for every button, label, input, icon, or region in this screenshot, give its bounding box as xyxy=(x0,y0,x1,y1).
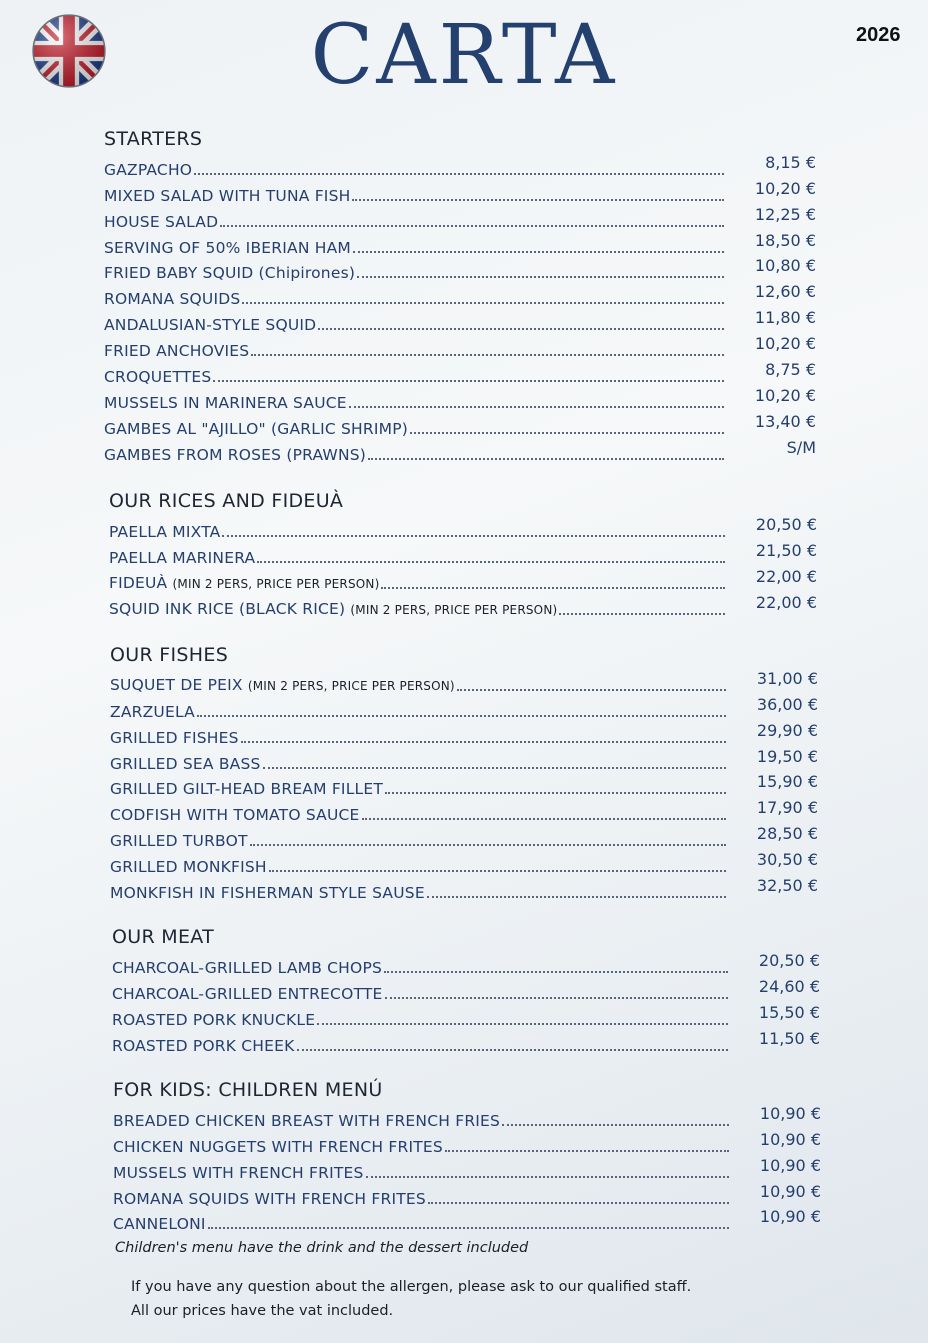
menu-item-price: 10,20 € xyxy=(754,385,816,405)
dot-leader xyxy=(318,328,724,330)
item-name-text: ROMANA SQUIDS xyxy=(104,290,241,309)
menu-item-price: 18,50 € xyxy=(754,230,816,250)
menu-item-name xyxy=(112,1036,295,1056)
menu-item-name xyxy=(113,1189,426,1209)
menu-item xyxy=(109,566,817,594)
menu-item-price: 15,50 € xyxy=(758,1002,820,1022)
dot-leader xyxy=(242,302,724,304)
menu-item-name xyxy=(113,1163,364,1183)
item-name-text: PAELLA MARINERA xyxy=(109,548,256,567)
dot-leader xyxy=(222,535,725,537)
menu-item-price: 15,90 € xyxy=(756,772,818,792)
menu-item-name xyxy=(110,857,267,877)
menu-item-name xyxy=(104,341,249,361)
menu-item xyxy=(112,1002,820,1030)
dot-leader xyxy=(349,406,724,408)
item-name-text: CHICKEN NUGGETS WITH FRENCH FRITES xyxy=(113,1137,443,1156)
section-starters xyxy=(104,126,816,465)
item-name-text: SQUID INK RICE (BLACK RICE) xyxy=(109,599,346,618)
item-name-text: GRILLED SEA BASS xyxy=(110,754,261,773)
menu-item-name xyxy=(113,1111,500,1131)
menu-item-price: 11,80 € xyxy=(754,308,816,328)
item-name-text: MUSSELS WITH FRENCH FRITES xyxy=(113,1163,364,1182)
item-name-text: GAZPACHO xyxy=(104,160,193,179)
menu-item-price: S/M xyxy=(786,437,816,457)
menu-item-name xyxy=(104,212,218,232)
item-name-text: CHARCOAL-GRILLED ENTRECOTTE xyxy=(112,984,383,1003)
menu-item-name xyxy=(110,805,360,825)
menu-item-name xyxy=(104,367,211,387)
item-name-text: CANNELONI xyxy=(113,1215,206,1234)
menu-item-price: 22,00 € xyxy=(755,566,817,586)
item-name-text: ROASTED PORK KNUCKLE xyxy=(112,1010,316,1029)
vat-note: All our prices have the vat included. xyxy=(131,1303,394,1319)
section-kids xyxy=(113,1077,821,1257)
menu-item xyxy=(110,798,818,825)
menu-item-name xyxy=(112,1010,315,1030)
kids-menu-note: Children's menu have the drink and the dessert included xyxy=(115,1240,529,1257)
menu-item-price: 31,00 € xyxy=(756,668,818,688)
dot-leader xyxy=(213,380,724,382)
item-name-text: MONKFISH IN FISHERMAN STYLE SAUSE xyxy=(110,884,425,903)
menu-item-price: 22,00 € xyxy=(755,592,817,612)
item-name-text: ZARZUELA xyxy=(110,702,195,721)
menu-title: CARTA xyxy=(310,8,618,103)
dot-leader xyxy=(457,689,726,691)
item-name-text: HOUSE SALAD xyxy=(104,212,219,231)
item-name-text: MIXED SALAD WITH TUNA FISH xyxy=(104,186,351,205)
item-name-text: SERVING OF 50% IBERIAN HAM xyxy=(104,238,351,257)
dot-leader xyxy=(220,225,724,227)
item-name-text: GRILLED TURBOT xyxy=(110,832,248,851)
item-name-text: GAMBES FROM ROSES (PRAWNS) xyxy=(104,445,367,464)
menu-item-price: 10,90 € xyxy=(759,1103,821,1123)
dot-leader xyxy=(502,1124,729,1126)
menu-item-name xyxy=(109,573,379,594)
menu-item-price: 8,15 € xyxy=(765,152,816,172)
menu-item-name xyxy=(110,779,383,799)
section-meat xyxy=(112,924,820,1056)
dot-leader xyxy=(559,613,725,615)
menu-item xyxy=(104,178,816,206)
menu-item-price: 10,90 € xyxy=(759,1155,821,1175)
allergen-note: If you have any question about the allergen, please ask to our qualified staff. xyxy=(131,1279,692,1295)
menu-item xyxy=(109,592,817,620)
menu-item-name xyxy=(104,315,316,335)
item-note: (MIN 2 PERS, PRICE PER PERSON) xyxy=(247,678,455,693)
item-name-text: PAELLA MIXTA xyxy=(109,522,221,541)
menu-item-price: 32,50 € xyxy=(756,876,818,896)
menu-item xyxy=(110,876,818,903)
menu-item-price: 19,50 € xyxy=(756,746,818,766)
dot-leader xyxy=(194,173,724,175)
menu-item-price: 17,90 € xyxy=(756,798,818,818)
menu-item-name xyxy=(104,160,192,180)
section-title: STARTERS xyxy=(104,128,203,150)
menu-item xyxy=(109,514,817,542)
menu-item xyxy=(104,385,816,413)
dot-leader xyxy=(357,276,724,278)
section-title: OUR MEAT xyxy=(112,926,215,948)
item-name-text: GAMBES AL "AJILLO" (GARLIC SHRIMP) xyxy=(104,419,408,438)
item-name-text: CROQUETTES xyxy=(104,368,212,387)
section-fishes xyxy=(110,642,818,903)
item-name-text: ROMANA SQUIDS WITH FRENCH FRITES xyxy=(113,1189,426,1208)
dot-leader xyxy=(353,251,724,253)
menu-item-name xyxy=(110,702,195,722)
menu-item xyxy=(110,720,818,748)
menu-item-name xyxy=(110,728,239,748)
menu-item xyxy=(104,282,816,309)
menu-item-price: 24,60 € xyxy=(758,976,820,996)
menu-item-name xyxy=(110,754,261,774)
menu-item-name xyxy=(104,238,351,258)
menu-item xyxy=(110,694,818,722)
menu-item-price: 10,90 € xyxy=(759,1181,821,1201)
dot-leader xyxy=(208,1227,729,1229)
menu-item-name xyxy=(112,958,382,978)
menu-item-name xyxy=(104,289,240,309)
menu-item xyxy=(110,824,818,851)
menu-item xyxy=(104,204,816,232)
menu-item xyxy=(112,1028,820,1056)
menu-item-name xyxy=(113,1137,443,1157)
dot-leader xyxy=(197,715,726,717)
menu-item-name xyxy=(109,599,557,620)
item-name-text: ROASTED PORK CHEEK xyxy=(112,1036,295,1055)
item-name-text: FIDEUÀ xyxy=(109,573,168,592)
menu-item-name xyxy=(110,831,248,851)
menu-item-name xyxy=(113,1214,206,1234)
dot-leader xyxy=(410,432,724,434)
menu-item xyxy=(104,334,816,361)
item-name-text: BREADED CHICKEN BREAST WITH FRENCH FRIES xyxy=(113,1111,501,1130)
item-name-text: FRIED ANCHOVIES xyxy=(104,342,250,361)
footer-notes xyxy=(131,1275,691,1323)
menu-item xyxy=(110,668,818,696)
menu-item-price: 12,60 € xyxy=(754,282,816,302)
menu-item xyxy=(113,1207,821,1235)
menu-item xyxy=(110,772,818,800)
menu-item xyxy=(110,746,818,774)
dot-leader xyxy=(368,458,724,460)
menu-item xyxy=(113,1129,821,1157)
menu-item xyxy=(109,540,817,568)
menu-item-price: 10,90 € xyxy=(759,1129,821,1149)
item-name-text: GRILLED MONKFISH xyxy=(110,858,267,877)
section-rices xyxy=(109,488,817,620)
menu-item-name xyxy=(104,419,408,439)
menu-item xyxy=(104,411,816,439)
dot-leader xyxy=(366,1176,729,1178)
dot-leader xyxy=(250,844,726,846)
dot-leader xyxy=(257,561,725,563)
item-name-text: CODFISH WITH TOMATO SAUCE xyxy=(110,806,360,825)
menu-item-price: 8,75 € xyxy=(765,360,816,380)
menu-item-name xyxy=(104,186,350,206)
menu-item-name xyxy=(109,522,220,542)
menu-item-name xyxy=(110,883,425,903)
dot-leader xyxy=(241,741,726,743)
dot-leader xyxy=(385,792,726,794)
dot-leader xyxy=(263,767,726,769)
item-note: (MIN 2 PERS, PRICE PER PERSON) xyxy=(350,602,558,617)
menu-item-price: 10,90 € xyxy=(759,1207,821,1227)
item-name-text: SUQUET DE PEIX xyxy=(110,675,243,694)
menu-item-name xyxy=(110,675,455,696)
menu-item xyxy=(104,360,816,387)
menu-item-name xyxy=(112,984,383,1004)
menu-item-price: 36,00 € xyxy=(756,694,818,714)
item-name-text: FRIED BABY SQUID (Chipirones) xyxy=(104,264,356,283)
menu-item xyxy=(104,437,816,465)
menu-item xyxy=(112,950,820,978)
menu-item-price: 10,20 € xyxy=(754,334,816,354)
section-title: FOR KIDS: CHILDREN MENÚ xyxy=(113,1079,383,1101)
menu-item xyxy=(113,1155,821,1183)
dot-leader xyxy=(427,896,726,898)
menu-item-price: 20,50 € xyxy=(755,514,817,534)
menu-item-name xyxy=(104,263,355,283)
menu-item-price: 10,80 € xyxy=(754,256,816,276)
menu-item-price: 21,50 € xyxy=(755,540,817,560)
item-name-text: ANDALUSIAN-STYLE SQUID xyxy=(104,316,317,335)
menu-item-name xyxy=(104,393,347,413)
menu-item xyxy=(104,256,816,284)
menu-item-price: 29,90 € xyxy=(756,720,818,740)
menu-item-price: 20,50 € xyxy=(758,950,820,970)
menu-item-name xyxy=(109,548,255,568)
dot-leader xyxy=(297,1049,728,1051)
menu-item xyxy=(113,1181,821,1209)
item-name-text: CHARCOAL-GRILLED LAMB CHOPS xyxy=(112,958,383,977)
dot-leader xyxy=(384,971,728,973)
dot-leader xyxy=(352,199,724,201)
menu-item xyxy=(104,308,816,335)
menu-item xyxy=(113,1103,821,1131)
dot-leader xyxy=(445,1150,729,1152)
menu-item-price: 12,25 € xyxy=(754,204,816,224)
menu-item-price: 13,40 € xyxy=(754,411,816,431)
dot-leader xyxy=(269,870,726,872)
dot-leader xyxy=(428,1202,729,1204)
dot-leader xyxy=(385,997,728,999)
item-name-text: GRILLED FISHES xyxy=(110,728,239,747)
dot-leader xyxy=(381,587,725,589)
menu-item-price: 11,50 € xyxy=(758,1028,820,1048)
item-note: (MIN 2 PERS, PRICE PER PERSON) xyxy=(172,576,380,591)
menu-item-price: 30,50 € xyxy=(756,850,818,870)
year-label: 2026 xyxy=(856,24,901,46)
menu-item-price: 28,50 € xyxy=(756,824,818,844)
item-name-text: MUSSELS IN MARINERA SAUCE xyxy=(104,393,347,412)
section-title: OUR RICES AND FIDEUÀ xyxy=(109,490,344,512)
menu-item-name xyxy=(104,445,366,465)
dot-leader xyxy=(251,354,724,356)
section-title: OUR FISHES xyxy=(110,644,229,666)
item-name-text: GRILLED GILT-HEAD BREAM FILLET xyxy=(110,780,384,799)
menu-item xyxy=(112,976,820,1004)
dot-leader xyxy=(362,818,726,820)
menu-item xyxy=(104,152,816,180)
dot-leader xyxy=(317,1023,728,1025)
menu-item xyxy=(110,850,818,877)
menu-item xyxy=(104,230,816,258)
menu-item-price: 10,20 € xyxy=(754,178,816,198)
